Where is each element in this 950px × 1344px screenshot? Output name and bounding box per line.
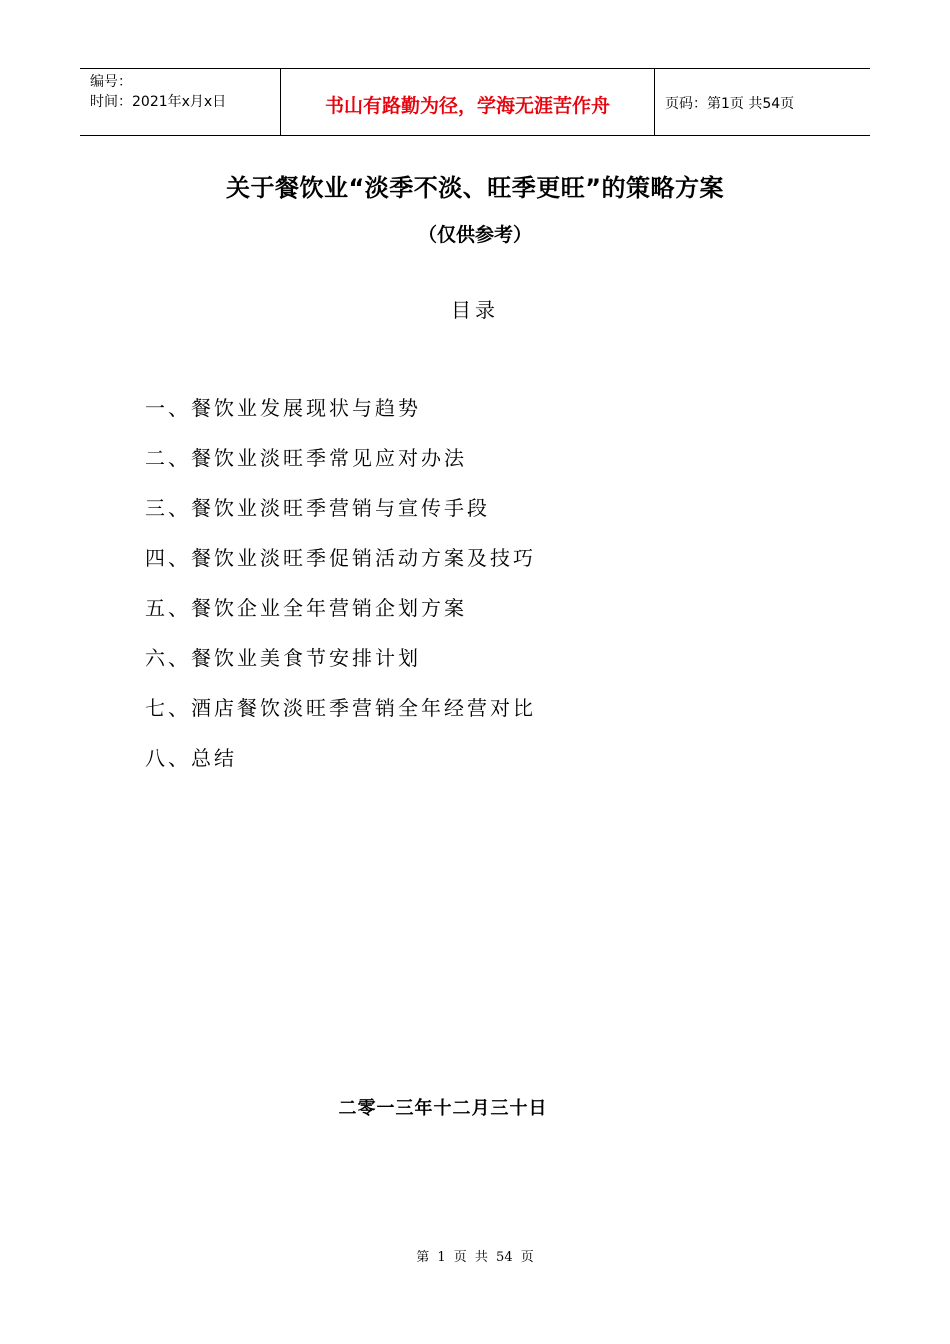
header-motto: 书山有路勤为径，学海无涯苦作舟 [324, 94, 610, 117]
header-number-label: 编号： [90, 74, 132, 90]
toc-item: 四、餐饮业淡旺季促销活动方案及技巧 [145, 546, 536, 570]
page-footer: 第 1 页 共 54 页 [416, 1250, 534, 1265]
document-date: 二零一三年十二月三十日 [338, 1098, 548, 1119]
toc-item: 七、酒店餐饮淡旺季营销全年经营对比 [145, 696, 536, 720]
header-date-label: 时间：2021年x月x日 [90, 94, 227, 110]
document-subtitle: （仅供参考） [417, 224, 532, 246]
header-table [80, 68, 870, 136]
toc-heading: 目录 [451, 298, 499, 322]
toc-list [145, 393, 536, 793]
header-page-info: 页码：第1页 共54页 [665, 96, 795, 112]
document-title: 关于餐饮业“淡季不淡、旺季更旺”的策略方案 [225, 174, 725, 202]
header-page-cell [655, 69, 870, 135]
header-motto-cell [281, 69, 655, 135]
toc-item: 三、餐饮业淡旺季营销与宣传手段 [145, 496, 490, 520]
toc-item: 二、餐饮业淡旺季常见应对办法 [145, 446, 467, 470]
header-meta-cell [80, 69, 281, 135]
toc-item: 五、餐饮企业全年营销企划方案 [145, 596, 467, 620]
toc-item: 八、总结 [145, 746, 237, 770]
toc-item: 一、餐饮业发展现状与趋势 [145, 396, 421, 420]
toc-item: 六、餐饮业美食节安排计划 [145, 646, 421, 670]
